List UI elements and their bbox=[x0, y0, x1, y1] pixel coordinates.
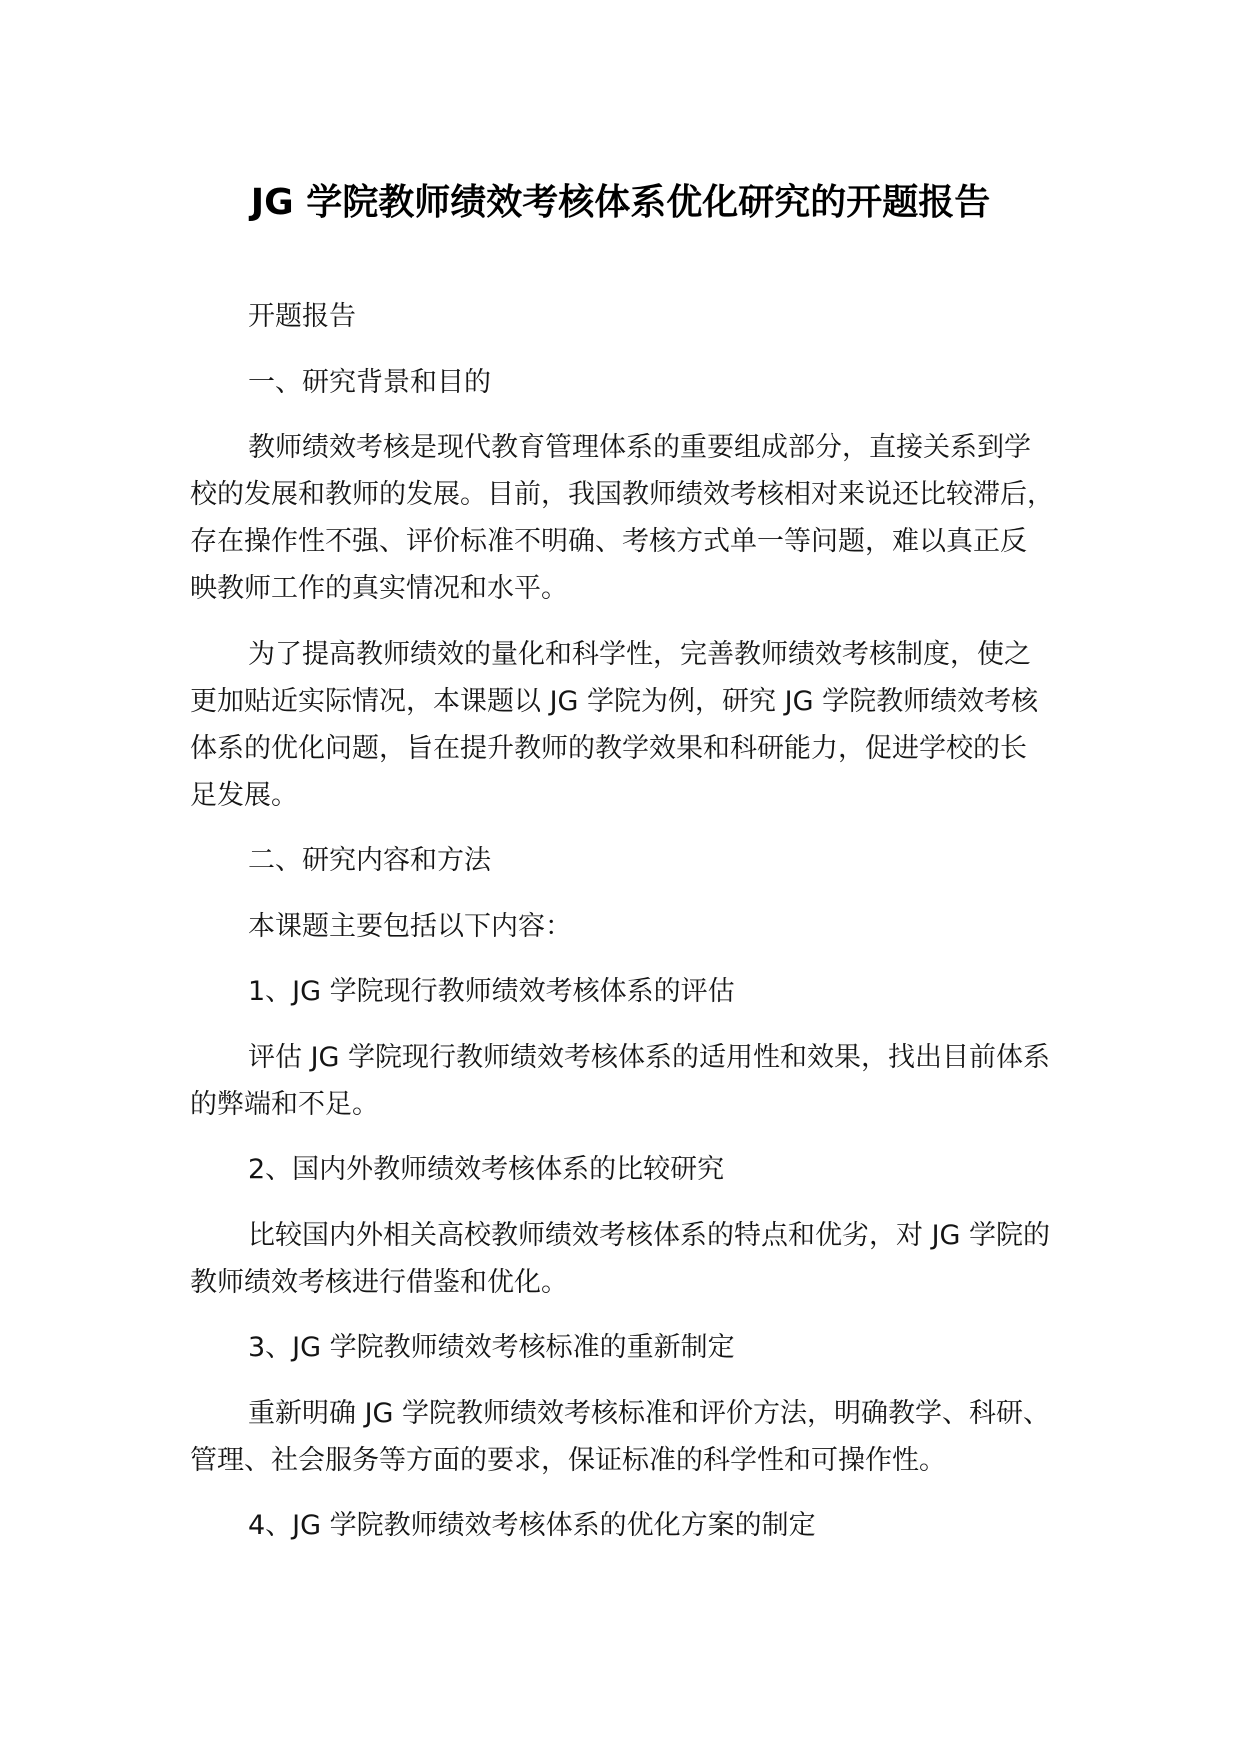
item-heading-3 bbox=[190, 1324, 1090, 1371]
paragraph-item-1 bbox=[190, 1034, 1090, 1128]
paragraph-item-2 bbox=[190, 1212, 1090, 1306]
report-label bbox=[190, 293, 1090, 340]
item-heading-1 bbox=[190, 968, 1090, 1015]
text-line: 的弊端和不足。 bbox=[190, 1088, 379, 1120]
text-line: 管理、社会服务等方面的要求，保证标准的科学性和可操作性。 bbox=[190, 1444, 946, 1476]
item-heading-2 bbox=[190, 1146, 1090, 1193]
text-line: 教师绩效考核进行借鉴和优化。 bbox=[190, 1266, 568, 1298]
text-line: 评估 JG 学院现行教师绩效考核体系的适用性和效果，找出目前体系 bbox=[248, 1041, 1051, 1073]
text-line: 1、JG 学院现行教师绩效考核体系的评估 bbox=[248, 976, 735, 1007]
text-line: 为了提高教师绩效的量化和科学性，完善教师绩效考核制度，使之 bbox=[248, 638, 1031, 670]
text-line: 一、研究背景和目的 bbox=[248, 366, 491, 398]
text-line: 3、JG 学院教师绩效考核标准的重新制定 bbox=[248, 1332, 735, 1363]
document-title: JG 学院教师绩效考核体系优化研究的开题报告 bbox=[250, 182, 991, 223]
text-line: 重新明确 JG 学院教师绩效考核标准和评价方法，明确教学、科研、 bbox=[248, 1397, 1051, 1429]
text-line: 校的发展和教师的发展。目前，我国教师绩效考核相对来说还比较滞后， bbox=[190, 479, 1054, 510]
text-line: 开题报告 bbox=[248, 301, 356, 332]
document-body bbox=[190, 293, 1090, 1568]
item-heading-4 bbox=[190, 1502, 1090, 1549]
text-line: 体系的优化问题，旨在提升教师的教学效果和科研能力，促进学校的长 bbox=[190, 732, 1027, 764]
paragraph-background bbox=[190, 424, 1090, 612]
text-line: 存在操作性不强、评价标准不明确、考核方式单一等问题，难以真正反 bbox=[190, 526, 1027, 557]
section-heading-content-methods bbox=[190, 837, 1090, 884]
text-line: 本课题主要包括以下内容： bbox=[248, 910, 572, 942]
text-line: 二、研究内容和方法 bbox=[248, 845, 491, 876]
text-line: 足发展。 bbox=[190, 779, 298, 811]
text-line: 4、JG 学院教师绩效考核体系的优化方案的制定 bbox=[248, 1510, 816, 1541]
text-line: 更加贴近实际情况，本课题以 JG 学院为例，研究 JG 学院教师绩效考核 bbox=[190, 685, 1039, 717]
paragraph-purpose bbox=[190, 631, 1090, 819]
text-line: 映教师工作的真实情况和水平。 bbox=[190, 573, 568, 604]
paragraph-item-3 bbox=[190, 1390, 1090, 1484]
paragraph-content-intro bbox=[190, 903, 1090, 950]
text-line: 比较国内外相关高校教师绩效考核体系的特点和优劣，对 JG 学院的 bbox=[248, 1219, 1051, 1251]
text-line: 教师绩效考核是现代教育管理体系的重要组成部分，直接关系到学 bbox=[248, 432, 1031, 463]
text-line: 2、国内外教师绩效考核体系的比较研究 bbox=[248, 1154, 725, 1185]
section-heading-background bbox=[190, 359, 1090, 406]
